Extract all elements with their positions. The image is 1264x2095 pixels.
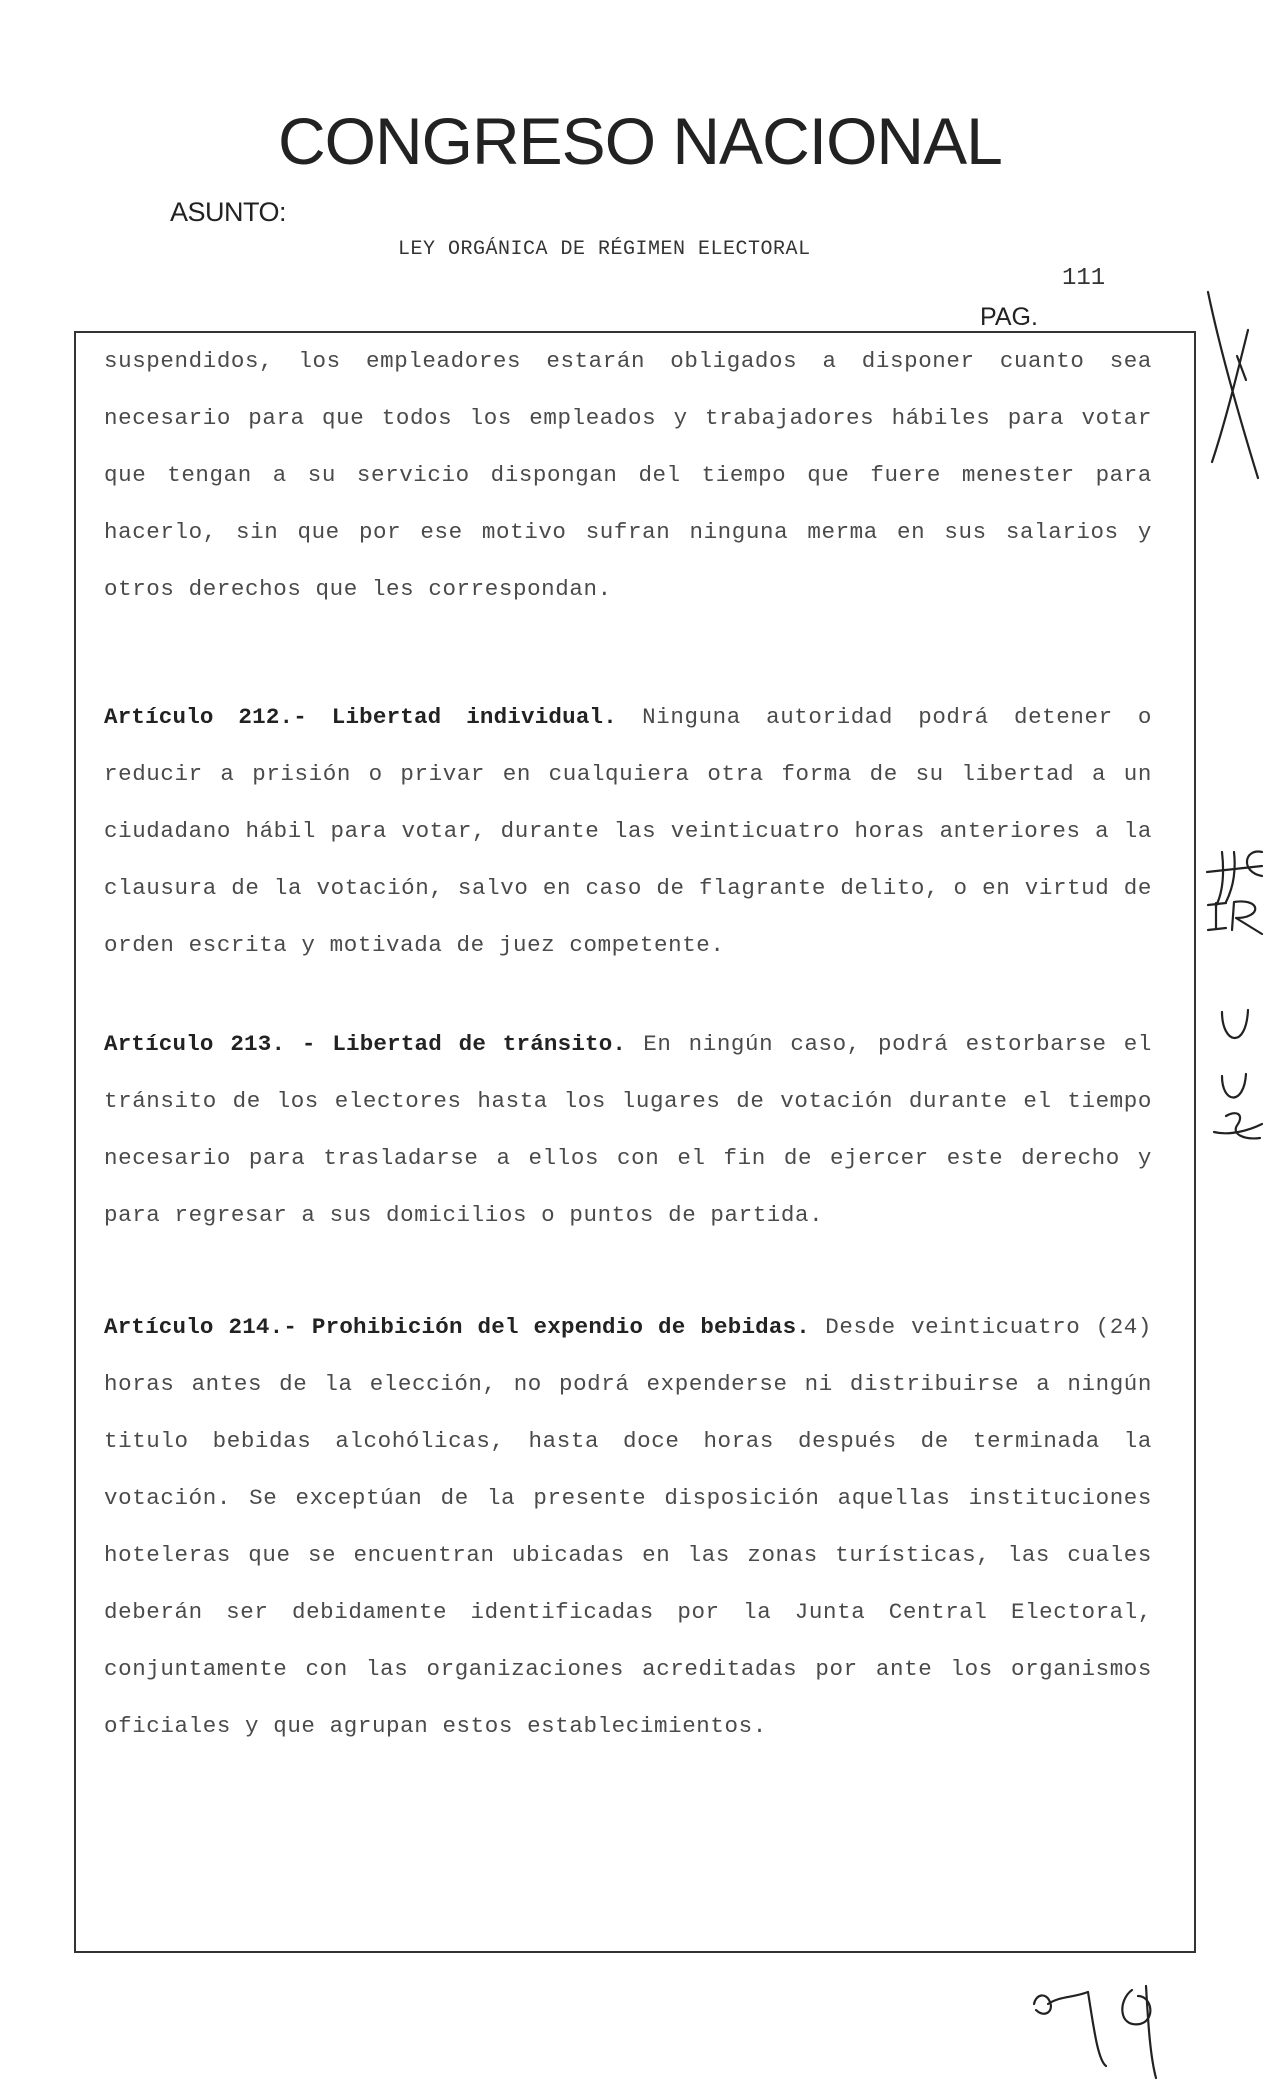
document-title: CONGRESO NACIONAL xyxy=(278,104,1002,178)
x-mark xyxy=(1208,292,1258,478)
page-number: 111 xyxy=(1062,265,1106,292)
article-213-heading: Artículo 213. - Libertad de tránsito. xyxy=(104,1031,627,1057)
article-214-heading: Artículo 214.- Prohibición del expendio de bebidas. xyxy=(104,1314,810,1340)
article-212-text: Ninguna autoridad podrá detener o reducir a prisión o privar en cualquiera otra forma de su libertad a un ciudadano hábil para votar, durante las veinticuatro horas anteriores a la clausura de la votación, salvo en caso de flagrante delito, o en virtud de orden escrita y motivada de juez competente. xyxy=(104,704,1152,958)
initials-u xyxy=(1222,1010,1248,1098)
bottom-signature xyxy=(1034,1986,1156,2078)
continuation-paragraph: suspendidos, los empleadores estarán obligados a disponer cuanto sea necesario para que todos los empleados y trabajadores hábiles para votar que tengan a su servicio dispongan del tiempo que fuere menester para hacerlo, sin que por ese motivo sufran ninguna merma en sus salarios y otros derechos que les correspondan. xyxy=(104,348,1152,602)
article-214-text: Desde veinticuatro (24) horas antes de la elección, no podrá expenderse ni distribuirse a ningún titulo bebidas alcohólicas, hasta doce horas después de terminada la votación. Se exceptúan de la presente disposición aquellas instituciones hoteleras que se encuentran ubicadas en las zonas turísticas, las cuales deberán ser debidamente identificadas por la Junta Central Electoral, conjuntamente con las organizaciones acreditadas por ante los organismos oficiales y que agrupan estos establecimientos. xyxy=(104,1314,1152,1739)
asunto-label: ASUNTO: xyxy=(170,197,287,227)
initials-squiggle xyxy=(1214,1113,1262,1138)
article-213-text: En ningún caso, podrá estorbarse el tránsito de los electores hasta los lugares de votación durante el tiempo necesario para trasladarse a ellos con el fin de ejercer este derecho y para regresar a sus domicilios o puntos de partida. xyxy=(104,1031,1152,1228)
pag-label: PAG. xyxy=(980,303,1038,331)
subject-line: LEY ORGÁNICA DE RÉGIMEN ELECTORAL xyxy=(398,238,811,261)
initials-jjc xyxy=(1207,852,1262,906)
article-212-heading: Artículo 212.- Libertad individual. xyxy=(104,704,617,730)
initials-ir xyxy=(1208,901,1262,934)
